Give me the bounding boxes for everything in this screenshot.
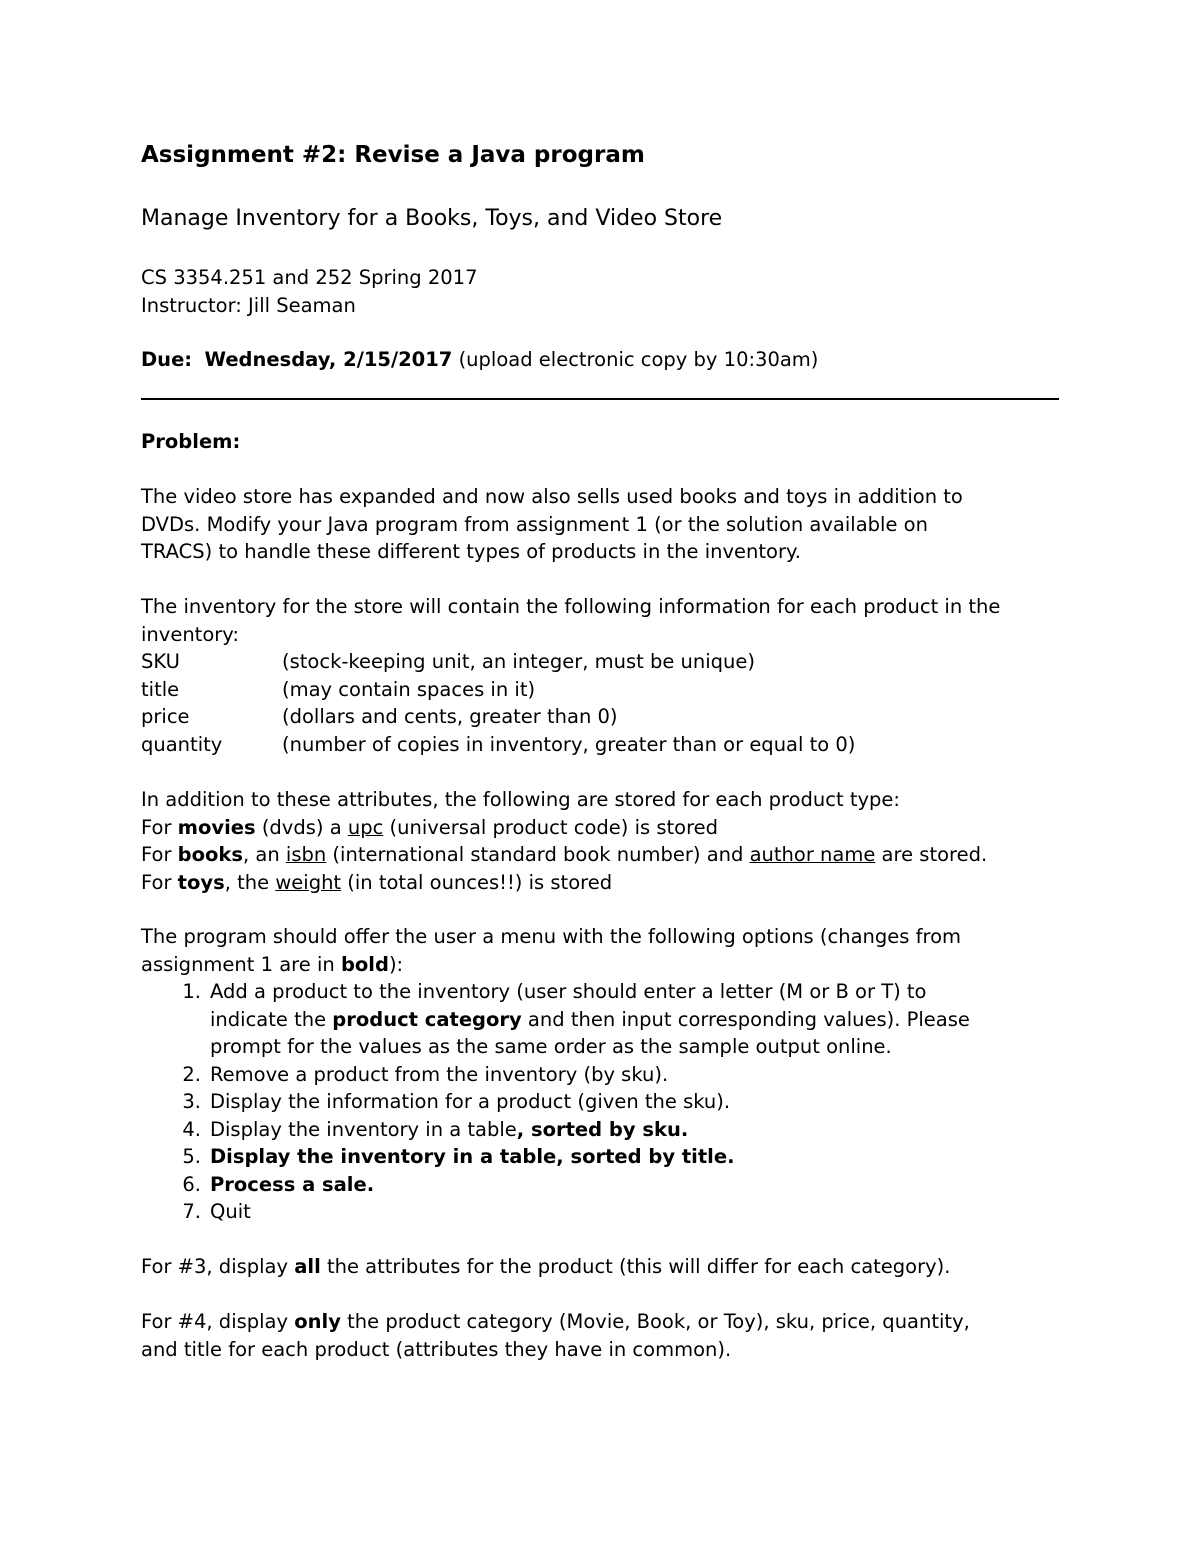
menu-text: Display the inventory in a table, sorted by title. bbox=[210, 1145, 735, 1168]
menu-item-7 bbox=[141, 1198, 1061, 1226]
bold-run: movies bbox=[177, 815, 256, 839]
bold-run: bold bbox=[340, 952, 389, 976]
note-line bbox=[141, 1308, 970, 1336]
movies-line bbox=[141, 814, 987, 842]
note-item-4 bbox=[141, 1308, 970, 1363]
underline-run: upc bbox=[347, 815, 384, 839]
menu-number: 5. bbox=[182, 1145, 201, 1168]
menu-section bbox=[141, 923, 1061, 1226]
assignment-title: Assignment #2: Revise a Java program bbox=[141, 142, 645, 168]
menu-item-1 bbox=[141, 978, 1061, 1006]
menu-number: 6. bbox=[182, 1172, 201, 1196]
text-run: (dvds) a bbox=[255, 815, 348, 839]
menu-text: Add a product to the inventory (user should enter a letter (M or B or T) to bbox=[210, 980, 927, 1003]
course-info bbox=[141, 264, 478, 319]
menu-text bbox=[210, 1116, 688, 1144]
due-label: Due: bbox=[141, 348, 193, 371]
text-run: (universal product code) is stored bbox=[383, 815, 719, 839]
menu-item-5 bbox=[141, 1143, 1061, 1171]
menu-item-1-continued: prompt for the values as the same order as the sample output online. bbox=[210, 1035, 892, 1058]
text-run: , the bbox=[224, 870, 276, 894]
inventory-section bbox=[141, 593, 1061, 758]
menu-item-1-continued bbox=[141, 1006, 1061, 1034]
bold-run: , sorted by sku. bbox=[516, 1117, 689, 1141]
bold-run: product category bbox=[332, 1007, 522, 1031]
attribute-desc: (number of copies in inventory, greater than or equal to 0) bbox=[282, 732, 856, 756]
product-types-section bbox=[141, 786, 987, 896]
text-run: For bbox=[141, 815, 178, 839]
types-intro: In addition to these attributes, the following are stored for each product type: bbox=[141, 788, 900, 811]
attribute-row-title bbox=[141, 676, 1061, 704]
note-item-3 bbox=[141, 1253, 950, 1281]
text-run: are stored. bbox=[875, 843, 988, 866]
toys-line bbox=[141, 869, 987, 897]
text-run: (in total ounces!!) is stored bbox=[341, 870, 613, 894]
menu-intro-line bbox=[141, 951, 1061, 979]
text-run: and then input corresponding values). Please bbox=[521, 1007, 970, 1031]
bold-run: all bbox=[294, 1255, 321, 1278]
menu-item-6 bbox=[141, 1171, 1061, 1199]
intro-line: DVDs. Modify your Java program from assignment 1 (or the solution available on bbox=[141, 512, 928, 536]
problem-heading-text: Problem: bbox=[141, 430, 241, 453]
text-run: For bbox=[141, 870, 178, 894]
problem-intro bbox=[141, 483, 963, 566]
menu-number: 1. bbox=[182, 980, 201, 1003]
intro-line: The video store has expanded and now also sells used books and toys in addition to bbox=[141, 485, 963, 508]
text-run: For #4, display bbox=[141, 1310, 295, 1333]
text-run: the product category (Movie, Book, or Toy), sku, price, quantity, bbox=[340, 1310, 970, 1333]
text-run: the attributes for the product (this will differ for each category). bbox=[320, 1255, 951, 1278]
menu-intro-line: The program should offer the user a menu with the following options (changes from bbox=[141, 925, 962, 948]
intro-line: TRACS) to handle these different types of products in the inventory. bbox=[141, 540, 801, 563]
attribute-key: quantity bbox=[141, 732, 223, 756]
attribute-key: title bbox=[141, 677, 180, 701]
attribute-desc: (stock-keeping unit, an integer, must be unique) bbox=[282, 650, 756, 673]
text-run: ): bbox=[388, 952, 404, 976]
bold-run: books bbox=[177, 843, 243, 866]
due-date: Wednesday, 2/15/2017 bbox=[204, 348, 453, 371]
menu-item-3 bbox=[141, 1088, 1061, 1116]
bold-run: only bbox=[294, 1310, 341, 1333]
underline-run: isbn bbox=[285, 843, 327, 866]
instructor-line: Instructor: Jill Seaman bbox=[141, 293, 356, 317]
menu-text: Display the information for a product (given the sku). bbox=[210, 1090, 731, 1113]
menu-number: 7. bbox=[182, 1200, 201, 1223]
menu-text: Process a sale. bbox=[210, 1172, 375, 1196]
inventory-line: inventory: bbox=[141, 622, 239, 646]
books-line bbox=[141, 841, 987, 869]
text-run: indicate the bbox=[210, 1007, 333, 1031]
text-run: (international standard book number) and bbox=[326, 843, 750, 866]
due-note: (upload electronic copy by 10:30am) bbox=[458, 348, 819, 371]
menu-item-4 bbox=[141, 1116, 1061, 1144]
menu-text: Remove a product from the inventory (by sku). bbox=[210, 1062, 669, 1086]
inventory-line: The inventory for the store will contain the following information for each product in the bbox=[141, 595, 1001, 618]
horizontal-rule bbox=[141, 398, 1059, 400]
attribute-row-quantity bbox=[141, 731, 1061, 759]
underline-run: author name bbox=[749, 843, 876, 866]
text-run: , an bbox=[243, 843, 286, 866]
text-run: assignment 1 are in bbox=[141, 952, 341, 976]
attribute-row-sku bbox=[141, 648, 1061, 676]
course-line: CS 3354.251 and 252 Spring 2017 bbox=[141, 266, 478, 289]
menu-number: 3. bbox=[182, 1090, 201, 1113]
underline-run: weight bbox=[275, 870, 342, 894]
problem-heading bbox=[141, 428, 240, 456]
note-line: and title for each product (attributes they have in common). bbox=[141, 1337, 732, 1361]
attribute-desc: (may contain spaces in it) bbox=[282, 677, 536, 701]
attribute-key: SKU bbox=[141, 650, 180, 673]
attribute-key: price bbox=[141, 705, 190, 728]
text-run: For #3, display bbox=[141, 1255, 295, 1278]
menu-item-2 bbox=[141, 1061, 1061, 1089]
text-run: For bbox=[141, 843, 178, 866]
menu-number: 2. bbox=[182, 1062, 201, 1086]
text-run: Display the inventory in a table bbox=[210, 1117, 517, 1141]
attribute-row-price bbox=[141, 703, 1061, 731]
bold-run: toys bbox=[177, 870, 225, 894]
attribute-desc: (dollars and cents, greater than 0) bbox=[282, 705, 618, 728]
menu-text: Quit bbox=[210, 1200, 251, 1223]
due-line bbox=[141, 346, 818, 374]
menu-number: 4. bbox=[182, 1117, 201, 1141]
assignment-subtitle: Manage Inventory for a Books, Toys, and Video Store bbox=[141, 206, 723, 231]
